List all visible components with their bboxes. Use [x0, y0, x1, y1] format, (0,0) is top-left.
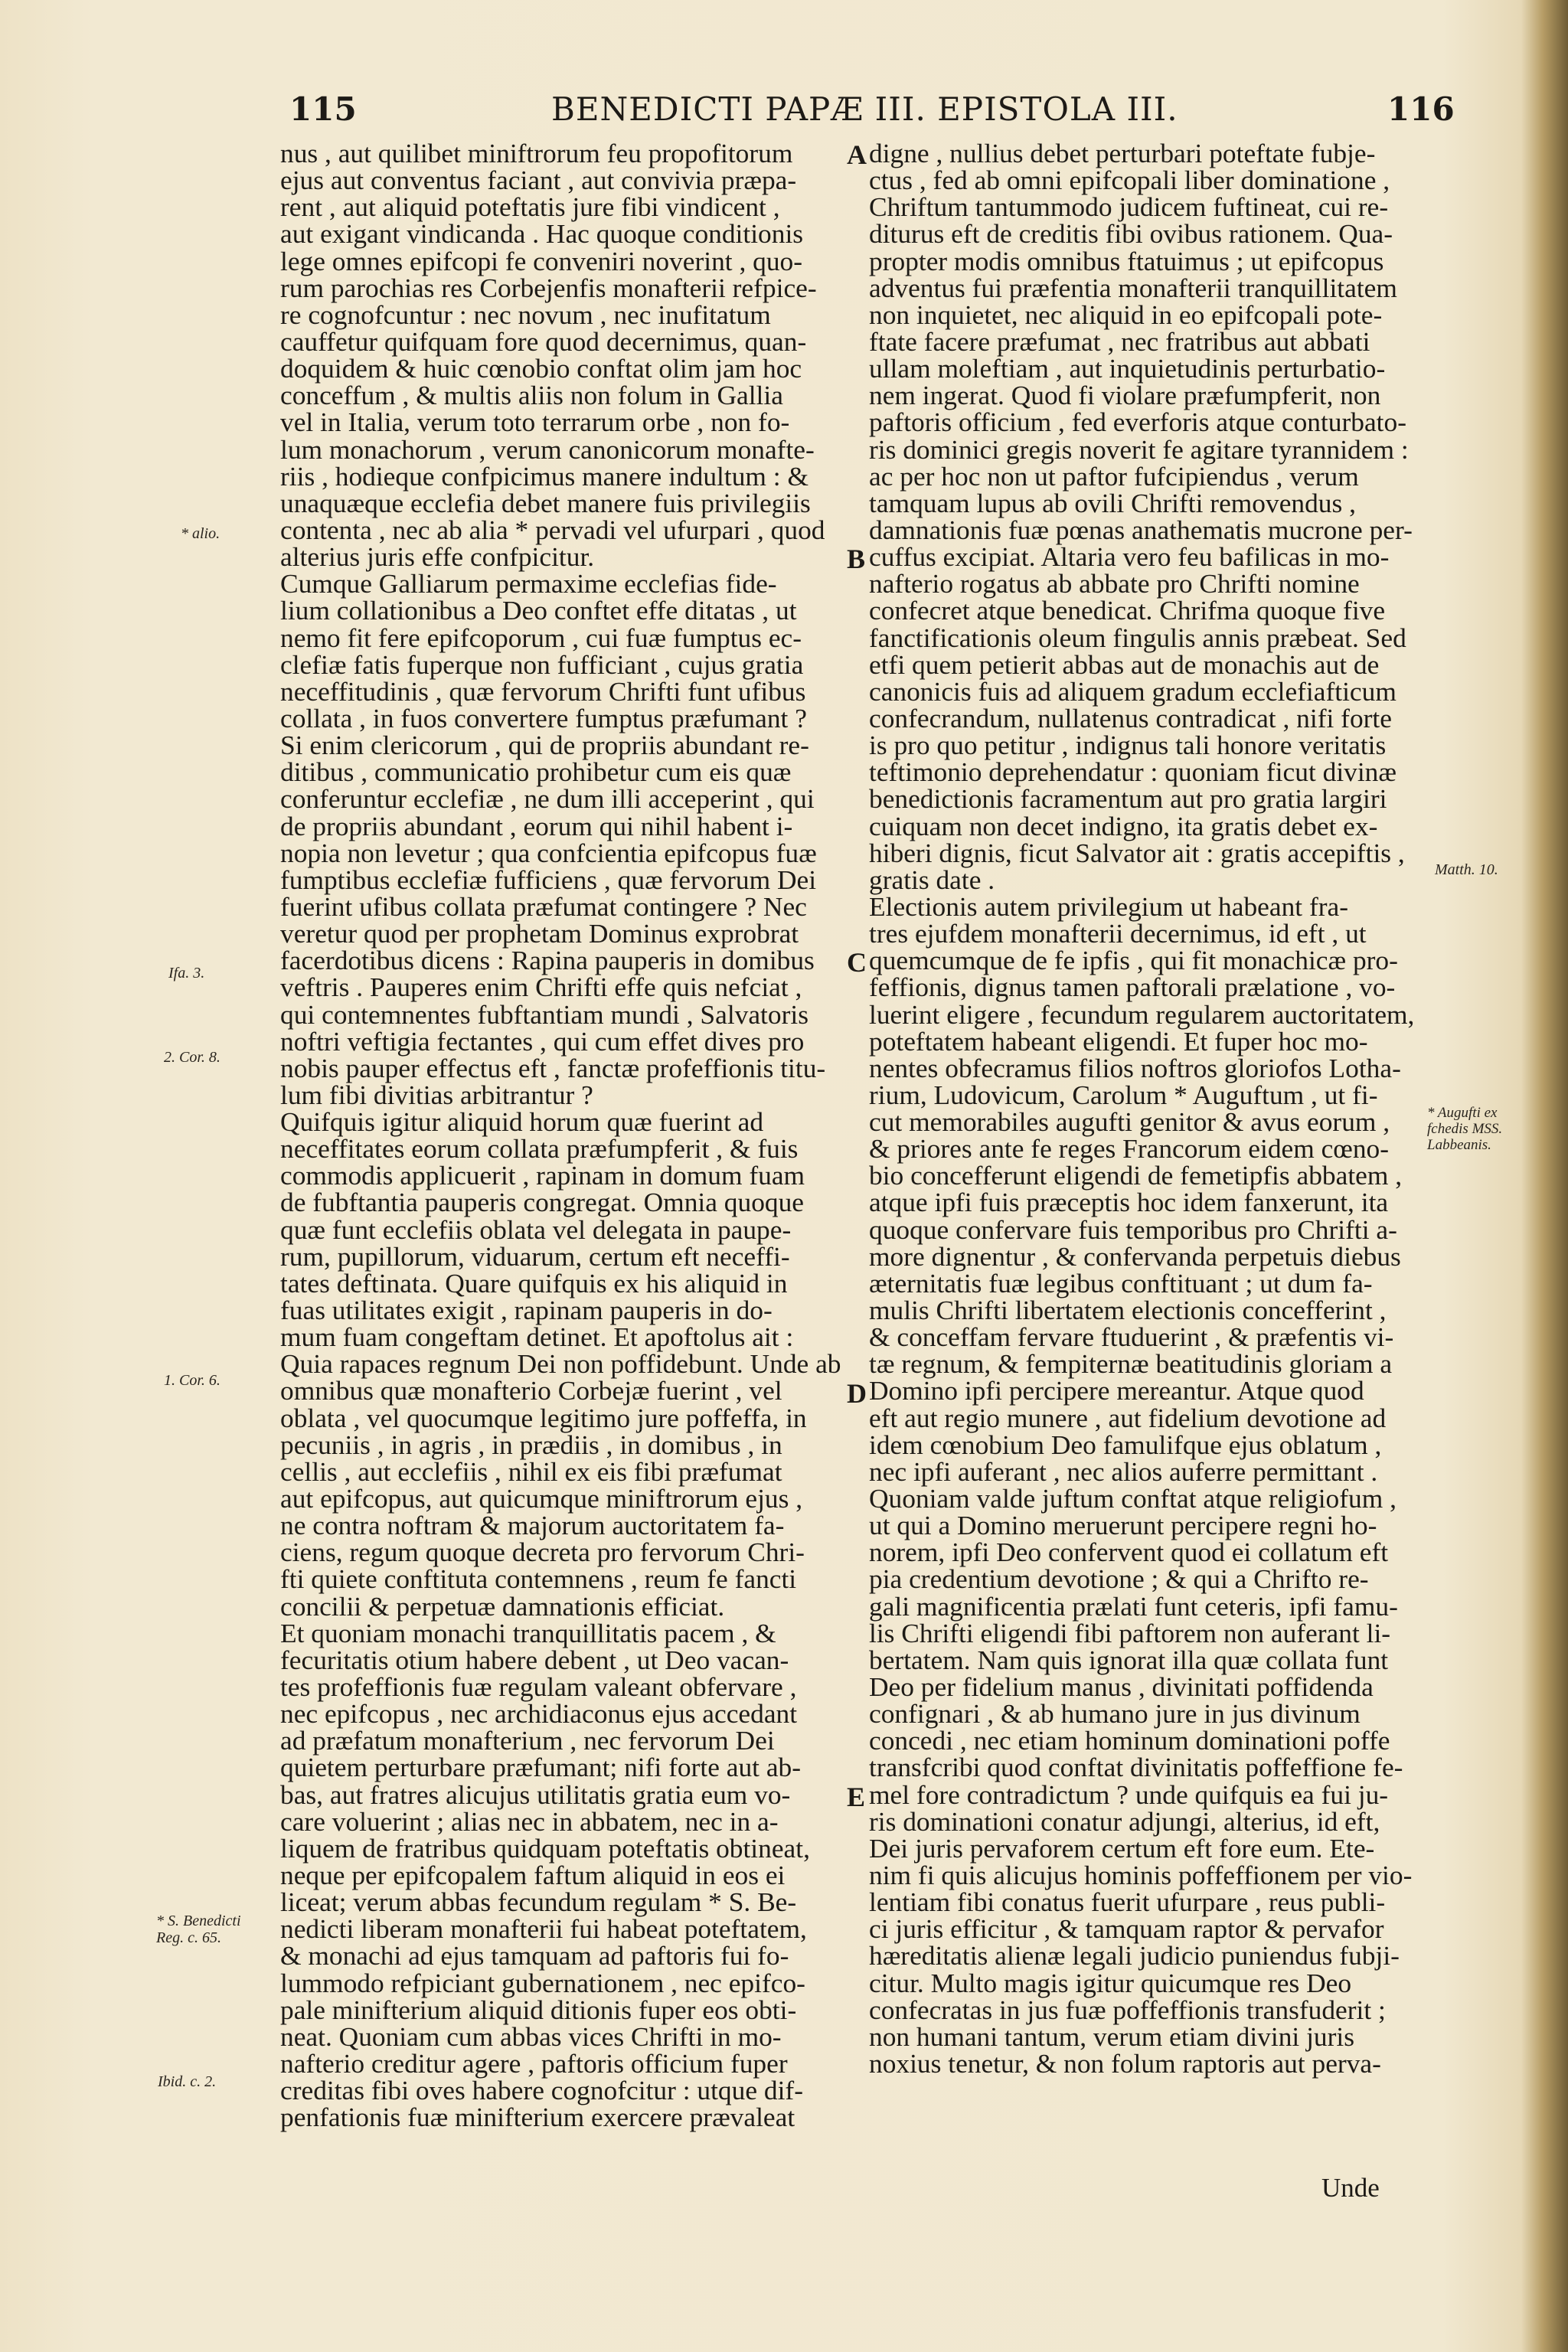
text-line: Quia rapaces regnum Dei non poffidebunt. Unde ab — [280, 1348, 841, 1380]
text-line: bio concefferunt eligendi de femetipfis abbatem , — [869, 1160, 1403, 1191]
text-line: ad præfatum monafterium , nec fervorum Dei — [280, 1725, 775, 1756]
text-line: hiberi dignis, ficut Salvator ait : gratis accepiftis , — [869, 837, 1405, 868]
text-line: collata , in fuos convertere fumptus præfumant ? — [280, 702, 807, 733]
text-line: confecrandum, nullatenus contradicat , nifi forte — [869, 702, 1392, 733]
text-line: hæreditatis alienæ legali judicio puniendus fubji- — [869, 1940, 1400, 1971]
text-line: veftris . Pauperes enim Chrifti effe quis nefciat , — [280, 972, 802, 1003]
text-line: Si enim clericorum , qui de propriis abundant re- — [280, 730, 809, 761]
text-line: cut memorabiles augufti genitor & avus eorum , — [869, 1106, 1390, 1138]
text-line: adventus fui præfentia monafterii tranquillitatem — [869, 272, 1397, 303]
text-line: ejus aut conventus faciant , aut convivia præpa- — [280, 165, 797, 196]
text-line: pecuniis , in agris , in prædiis , in domibus , in — [280, 1429, 782, 1460]
text-line: lentiam fibi conatus fuerit ufurpare , reus publi- — [869, 1886, 1386, 1918]
text-line: unaquæque ecclefia debet manere fuis privilegiis — [280, 487, 811, 518]
text-line: tates deftinata. Quare quifquis ex his aliquid in — [280, 1267, 788, 1298]
text-line: Quoniam valde juftum conftat atque religiofum , — [869, 1483, 1396, 1514]
text-line: doquidem & huic cœnobio conftat olim jam hoc — [280, 353, 802, 384]
text-line: digne , nullius debet perturbari poteftate fubje- — [869, 138, 1376, 168]
text-line: fumptibus ecclefiæ fufficiens , quæ fervorum Dei — [280, 864, 817, 895]
margin-note-matthew: Matth. 10. — [1435, 861, 1498, 878]
text-line: nus , aut quilibet miniftrorum feu propofitorum — [280, 138, 793, 168]
text-line: confecratas in jus fuæ poffeffionis transfuderit ; — [869, 1994, 1386, 2025]
text-line: concilii & perpetuæ damnationis efficiat. — [280, 1590, 725, 1622]
text-line: feffionis, dignus tamen paftorali prælatione , vo- — [869, 972, 1396, 1003]
text-line: rium, Ludovicum, Carolum * Auguftum , ut fi- — [869, 1079, 1378, 1110]
text-line: ftate facere præfumat , nec fratribus aut abbati — [869, 325, 1370, 357]
text-line: neat. Quoniam cum abbas vices Chrifti in mo- — [280, 2020, 782, 2052]
text-line: fuerint ufibus collata præfumat contingere ? Nec — [280, 890, 807, 922]
text-line: cauffetur quifquam fore quod decernimus, quan- — [280, 325, 807, 357]
right-page-number: 116 — [1387, 90, 1455, 128]
text-line: cuffus excipiat. Altaria vero feu bafilicas in mo- — [869, 541, 1390, 573]
text-line: poteftatem habeant eligendi. Et fuper hoc mo- — [869, 1025, 1368, 1057]
text-line: conferuntur ecclefiæ , ne dum illi acceperint , qui — [280, 783, 815, 815]
text-line: lummodo refpiciant gubernationem , nec epifco- — [280, 1967, 805, 1998]
text-line: nem ingerat. Quod fi violare præfumpferit, non — [869, 380, 1381, 411]
text-line: nafterio rogatus ab abbate pro Chrifti nomine — [869, 568, 1360, 599]
text-line: ac per hoc non ut paftor fufcipiendus , verum — [869, 460, 1359, 492]
text-line: Quifquis igitur aliquid horum quæ fuerint ad — [280, 1106, 764, 1138]
text-line: quietem perturbare præfumant; nifi forte aut ab- — [280, 1752, 802, 1783]
text-line: noftri veftigia fectantes , qui cum effet dives pro — [280, 1025, 805, 1057]
text-line: more dignentur , & confervanda perpetuis diebus — [869, 1240, 1401, 1272]
text-line: penfationis fuæ minifterium exercere prævaleat — [280, 2102, 795, 2133]
text-line: vel in Italia, verum toto terrarum orbe , non fo- — [280, 407, 790, 438]
text-line: æternitatis fuæ legibus conftituant ; ut dum fa- — [869, 1267, 1373, 1298]
text-line: ut qui a Domino meruerunt percipere regni ho- — [869, 1510, 1377, 1541]
text-line: Chriftum tantummodo judicem fuftineat, cui re- — [869, 191, 1389, 223]
text-line: confignari , & ab humano jure in jus divinum — [869, 1698, 1361, 1730]
text-line: fuas utilitates exigit , rapinam pauperis in do- — [280, 1295, 773, 1326]
text-line: neceffitates eorum collata præfumpferit , & fuis — [280, 1133, 799, 1165]
text-line: de fubftantia pauperis congregat. Omnia quoque — [280, 1187, 804, 1218]
text-line: ctus , fed ab omni epifcopali liber dominatione , — [869, 165, 1390, 196]
text-line: qui contemnentes fubftantiam mundi , Salvatoris — [280, 998, 808, 1030]
text-line: aut exigant vindicanda . Hac quoque conditionis — [280, 218, 804, 250]
text-line: quemcumque de fe ipfis , qui fit monachicæ pro- — [869, 945, 1398, 976]
text-line: is pro quo petitur , indignus tali honore veritatis — [869, 730, 1387, 761]
text-line: noxius tenetur, & non folum raptoris aut perva- — [869, 2047, 1381, 2079]
text-line: mel fore contradictum ? unde quifquis ea fui ju- — [869, 1779, 1389, 1810]
text-line: de propriis abundant , eorum qui nihil habent i- — [280, 810, 793, 841]
text-line: lium collationibus a Deo conftet effe ditatas , ut — [280, 595, 797, 626]
text-line: rum parochias res Corbejenfis monafterii refpice- — [280, 272, 817, 303]
text-line: oblata , vel quocumque legitimo jure poffeffa, in — [280, 1402, 807, 1433]
text-line: eft aut regio munere , aut fidelium devotione ad — [869, 1402, 1387, 1433]
text-line: care voluerint ; alias nec in abbatem, nec in a- — [280, 1805, 779, 1837]
section-marker-c: C — [847, 947, 867, 978]
text-line: nopia non levetur ; qua confcientia epifcopus fuæ — [280, 837, 817, 868]
text-line: liceat; verum abbas fecundum regulam * S. Be- — [280, 1886, 797, 1918]
text-line: bertatem. Nam quis ignorat illa quæ collata funt — [869, 1644, 1389, 1675]
text-line: benedictionis facramentum aut pro gratia largiri — [869, 783, 1387, 815]
text-line: & priores ante fe reges Francorum eidem cœno- — [869, 1133, 1390, 1165]
text-line: Electionis autem privilegium ut habeant fra- — [869, 890, 1349, 922]
text-line: lum monachorum , verum canonicorum monafte- — [280, 433, 815, 465]
running-title: BENEDICTI PAPÆ III. EPISTOLA III. — [551, 90, 1178, 128]
text-line: concedi , nec etiam hominum dominationi poffe — [869, 1725, 1390, 1756]
text-line: Dei juris pervaforem certum eft fore eum. Ete- — [869, 1832, 1375, 1864]
text-line: alterius juris effe confpicitur. — [280, 541, 595, 573]
text-line: ciens, regum quoque decreta pro fervorum Chri- — [280, 1537, 805, 1568]
text-line: & monachi ad ejus tamquam ad paftoris fui fo- — [280, 1940, 789, 1971]
text-line: confecret atque benedicat. Chrifma quoque five — [869, 595, 1386, 626]
section-marker-a: A — [847, 139, 867, 170]
left-page-number: 115 — [289, 90, 357, 128]
margin-note-ibid: Ibid. c. 2. — [158, 2073, 217, 2090]
text-line: non humani tantum, verum etiam divini juris — [869, 2020, 1354, 2052]
text-line: non inquietet, nec aliquid in eo epifcopali pote- — [869, 299, 1383, 330]
text-line: omnibus quæ monafterio Corbejæ fuerint , vel — [280, 1375, 782, 1406]
margin-note-isaiah: Ifa. 3. — [168, 965, 205, 982]
text-line: damnationis fuæ pœnas anathematis mucrone per- — [869, 514, 1413, 545]
text-line: re cognofcuntur : nec novum , nec inufitatum — [280, 299, 771, 330]
text-line: fti quiete conftituta contemnens , reum fe fancti — [280, 1563, 797, 1595]
text-line: neque per epifcopalem faftum aliquid in eos ei — [280, 1860, 786, 1890]
text-line: clefiæ fatis fuperque non fufficiant , cujus gratia — [280, 648, 804, 680]
text-line: pia credentium devotione ; & qui a Chrifto re- — [869, 1563, 1369, 1595]
text-line: tes profeffionis fuæ regulam valeant obfervare , — [280, 1671, 797, 1703]
text-line: fecuritatis otium habere debent , ut Deo vacan- — [280, 1644, 789, 1675]
text-line: lum fibi divitias arbitrantur ? — [280, 1079, 593, 1110]
text-line: mulis Chrifti libertatem electionis concefferint , — [869, 1295, 1387, 1326]
margin-note-2cor: 2. Cor. 8. — [164, 1049, 220, 1066]
text-line: nim fi quis alicujus hominis poffeffionem per vio- — [869, 1860, 1413, 1890]
section-marker-d: D — [847, 1378, 867, 1409]
text-line: nafterio creditur agere , paftoris officium fuper — [280, 2047, 788, 2079]
text-line: commodis applicuerit , rapinam in domum fuam — [280, 1160, 805, 1191]
text-line: cuiquam non decet indigno, ita gratis debet ex- — [869, 810, 1378, 841]
text-line: transfcribi quod conftat divinitatis poffeffione fe- — [869, 1752, 1403, 1783]
text-line: nec epifcopus , nec archidiaconus ejus accedant — [280, 1698, 798, 1730]
text-line: nedicti liberam monafterii fui habeat poteftatem, — [280, 1913, 807, 1945]
text-line: riis , hodieque confpicimus manere indultum : & — [280, 460, 808, 492]
text-line: neceffitudinis , quæ fervorum Chrifti funt ufibus — [280, 675, 806, 707]
text-line: luerint eligere , fecundum regularem auctoritatem, — [869, 998, 1415, 1030]
text-line: norem, ipfi Deo confervent quod ei collatum eft — [869, 1537, 1389, 1568]
text-line: atque ipfi fuis præceptis hoc idem fanxerunt, ita — [869, 1187, 1389, 1218]
text-line: ne contra noftram & majorum auctoritatem fa- — [280, 1510, 785, 1541]
text-line: ris dominici gregis noverit fe agitare tyrannidem : — [869, 433, 1409, 465]
text-line: etfi quem petierit abbas aut de monachis aut de — [869, 648, 1380, 680]
text-line: facerdotibus dicens : Rapina pauperis in domibus — [280, 945, 815, 976]
text-line: gali magnificentia prælati funt ceteris, ipfi famu- — [869, 1590, 1398, 1622]
margin-note-regula: * S. Benedicti Reg. c. 65. — [156, 1913, 241, 1946]
margin-note-alio: * alio. — [181, 525, 220, 542]
text-line: liquem de fratribus quidquam poteftatis obtineat, — [280, 1832, 810, 1864]
text-line: nec ipfi auferant , nec alios auferre permittant . — [869, 1455, 1378, 1487]
text-line: mum fuam congeftam detinet. Et apoftolus ait : — [280, 1321, 794, 1353]
right-text-column — [869, 140, 1445, 2077]
text-line: rum, pupillorum, viduarum, certum eft neceffi- — [280, 1240, 790, 1272]
text-line: creditas fibi oves habere cognofcitur : utque dif- — [280, 2075, 803, 2106]
text-line: quæ funt ecclefiis oblata vel delegata in paupe- — [280, 1214, 792, 1245]
margin-note-1cor: 1. Cor. 6. — [164, 1372, 220, 1389]
section-marker-b: B — [847, 544, 866, 574]
text-line: Et quoniam monachi tranquillitatis pacem , & — [280, 1617, 776, 1648]
text-line: rent , aut aliquid poteftatis jure fibi vindicent , — [280, 191, 780, 223]
text-line: ci juris efficitur , & tamquam raptor & pervafor — [869, 1913, 1384, 1945]
text-line: propter modis omnibus ftatuimus ; ut epifcopus — [869, 245, 1384, 276]
text-line: fanctificationis oleum fingulis annis præbeat. Sed — [869, 622, 1406, 653]
text-line: & conceffam fervare ftuduerint , & præfentis vi- — [869, 1321, 1394, 1353]
text-line: contenta , nec ab alia * pervadi vel ufurpari , quod — [280, 514, 825, 545]
text-line: ditibus , communicatio prohibetur cum eis quæ — [280, 756, 792, 788]
text-line: ris dominationi conatur adjungi, alterius, id eft, — [869, 1805, 1380, 1837]
text-line: pale minifterium aliquid ditionis fuper eos obti- — [280, 1994, 797, 2025]
text-line: aut epifcopus, aut quicumque miniftrorum ejus , — [280, 1483, 803, 1514]
text-line: Domino ipfi percipere mereantur. Atque quod — [869, 1375, 1364, 1406]
text-line: ullam moleftiam , aut inquietudinis perturbatio- — [869, 353, 1386, 384]
margin-note-augusti: * Augufti ex fchedis MSS. Labbeanis. — [1427, 1105, 1503, 1153]
text-line: nobis pauper effectus eft , fanctæ profeffionis titu- — [280, 1052, 826, 1083]
text-line: tamquam lupus ab ovili Chrifti removendus , — [869, 487, 1356, 518]
text-line: Cumque Galliarum permaxime ecclefias fide- — [280, 568, 777, 599]
text-line: citur. Multo magis igitur quicumque res Deo — [869, 1967, 1352, 1998]
text-line: teftimonio deprehendatur : quoniam ficut divinæ — [869, 756, 1396, 788]
text-line: conceffum , & multis aliis non folum in Gallia — [280, 380, 783, 411]
text-line: lege omnes epifcopi fe conveniri noverint , quo- — [280, 245, 803, 276]
text-line: bas, aut fratres alicujus utilitatis gratia eum vo- — [280, 1779, 791, 1810]
running-head — [0, 90, 1568, 136]
section-marker-e: E — [847, 1782, 866, 1812]
left-text-column — [280, 140, 856, 2131]
text-line: tæ regnum, & fempiternæ beatitudinis gloriam a — [869, 1348, 1393, 1380]
text-line: cellis , aut ecclefiis , nihil ex eis fibi præfumat — [280, 1455, 782, 1487]
text-line: idem cœnobium Deo famulifque ejus oblatum , — [869, 1429, 1382, 1460]
text-line: canonicis fuis ad aliquem gradum ecclefiafticum — [869, 675, 1396, 707]
text-line: nentes obfecramus filios noftros gloriofos Lotha- — [869, 1052, 1401, 1083]
text-line: veretur quod per prophetam Dominus exprobrat — [280, 918, 799, 949]
text-line: paftoris officium , fed everforis atque conturbato- — [869, 407, 1406, 438]
text-line: quoque confervare fuis temporibus pro Chrifti a- — [869, 1214, 1397, 1245]
text-line: diturus eft de creditis fibi ovibus rationem. Qua- — [869, 218, 1393, 250]
catchword: Unde — [1321, 2173, 1380, 2203]
text-line: lis Chrifti eligendi fibi paftorem non auferant li- — [869, 1617, 1391, 1648]
text-line: Deo per fidelium manus , divinitati poffidenda — [869, 1671, 1374, 1703]
text-line: nemo fit fere epifcoporum , cui fuæ fumptus ec- — [280, 622, 802, 653]
text-line: tres ejufdem monafterii decernimus, id eft , ut — [869, 918, 1367, 949]
text-line: gratis date . — [869, 864, 995, 895]
